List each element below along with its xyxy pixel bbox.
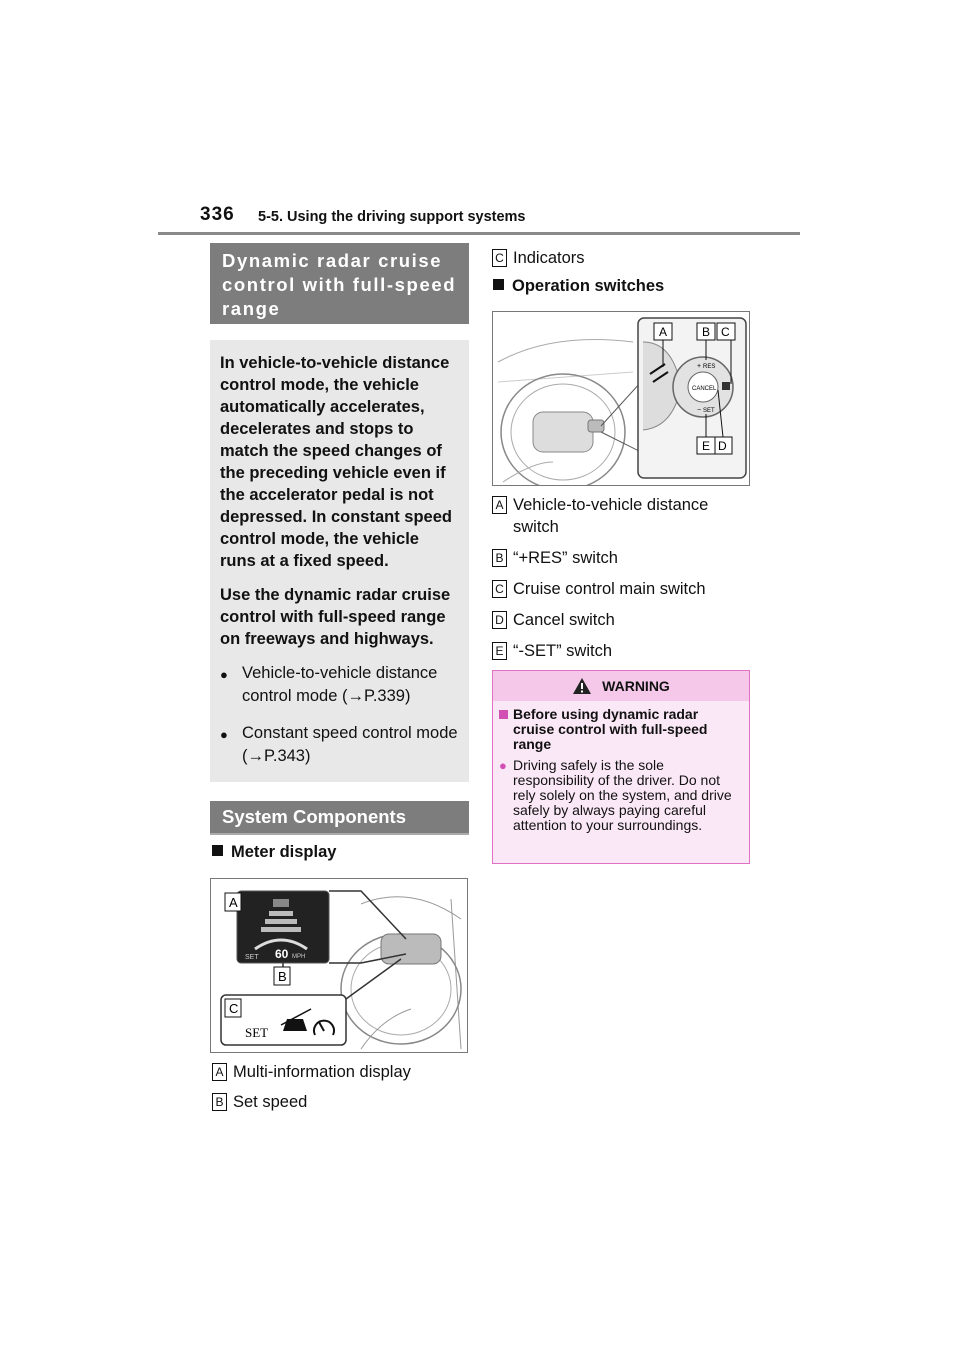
figure-res-label: RES: [703, 364, 716, 370]
square-bullet-icon: [493, 279, 504, 290]
legend-item-indicators: [492, 247, 585, 269]
meter-display-figure: [210, 878, 468, 1053]
warning-text: Driving safely is the sole responsibility of the driver. Do not rely solely on the system, and drive safely by always paying careful attention to your surroundings.: [513, 757, 732, 833]
bullet-icon: ●: [220, 667, 228, 682]
callout-a: A: [229, 895, 238, 910]
page-number: 336: [200, 204, 235, 225]
operation-switches-illustration: [493, 312, 749, 485]
svg-text:−: −: [697, 407, 702, 414]
legend-item: [492, 547, 750, 569]
figure-set-text: SET: [245, 954, 259, 961]
legend-key-b: B: [212, 1093, 227, 1111]
callout-d: D: [718, 439, 727, 453]
operation-switches-heading: Operation switches: [493, 277, 664, 296]
warning-body: [493, 701, 749, 833]
svg-text:+: +: [697, 363, 702, 370]
warning-triangle-icon: [572, 677, 592, 695]
callout-e: E: [702, 439, 711, 453]
bullet-text-1: Vehicle-to-vehicle distance control mode (→P.339): [242, 664, 438, 705]
legend-item: [212, 1091, 468, 1113]
components-heading: System Components: [210, 801, 469, 835]
legend-text: “-SET” switch: [513, 642, 612, 660]
warning-text-row: [499, 758, 743, 833]
legend-key-c: C: [492, 580, 507, 598]
callout-b: B: [702, 325, 711, 339]
intro-paragraph-1: In vehicle-to-vehicle distance control mode, the vehicle automatically accelerates, decelerates and stops to match the speed changes of the preceding vehicle even if the accelerator pedal is not depressed. In constant speed control mode, the vehicle runs at a fixed speed.: [220, 354, 452, 570]
figure-cancel-label: CANCEL: [692, 386, 717, 392]
main-switch-icon: [722, 382, 730, 390]
legend-key-a: A: [212, 1063, 227, 1081]
main-heading: Dynamic radar cruise control with full-speed range: [210, 243, 469, 324]
switch-legend: [492, 494, 750, 662]
warning-title: WARNING: [602, 678, 670, 694]
callout-b: B: [278, 969, 287, 984]
figure-speed-value: 60: [275, 947, 289, 961]
legend-text: Vehicle-to-vehicle distance switch: [513, 496, 709, 536]
legend-text: Cancel switch: [513, 611, 615, 629]
square-bullet-icon: [499, 707, 513, 752]
bullet-item: [220, 722, 459, 768]
operation-switches-figure: [492, 311, 750, 486]
summary-box: [210, 340, 469, 782]
legend-key-e: E: [492, 642, 507, 660]
legend-item: [492, 578, 750, 600]
legend-text: “+RES” switch: [513, 549, 618, 567]
warning-header: [493, 671, 749, 701]
legend-item: [492, 640, 750, 662]
square-bullet-icon: [212, 845, 223, 856]
section-title: 5-5. Using the driving support systems: [258, 209, 526, 225]
figure-set-label: SET: [703, 408, 715, 414]
legend-key-c: C: [492, 249, 507, 267]
meter-legend: [212, 1061, 468, 1113]
bullet-icon: ●: [220, 727, 228, 742]
legend-key-a: A: [492, 496, 507, 514]
legend-item: [492, 494, 750, 538]
legend-item: [492, 609, 750, 631]
warning-heading-row: [499, 707, 743, 752]
callout-c: C: [229, 1001, 239, 1016]
meter-display-illustration: [211, 879, 467, 1052]
meter-display-heading: Meter display: [212, 843, 336, 862]
header-rule: [158, 232, 800, 235]
legend-text: Cruise control main switch: [513, 580, 706, 598]
legend-key-d: D: [492, 611, 507, 629]
indicator-set-text: SET: [245, 1025, 269, 1040]
legend-text: Set speed: [233, 1093, 308, 1111]
legend-text: Multi-information display: [233, 1063, 411, 1081]
bullet-text-2: Constant speed control mode (→P.343): [242, 724, 458, 765]
warning-heading: Before using dynamic radar cruise control with full-speed range: [513, 706, 708, 752]
callout-a: A: [659, 325, 668, 339]
legend-text: Indicators: [513, 249, 585, 267]
callout-c: C: [721, 325, 730, 339]
legend-item: [212, 1061, 468, 1083]
intro-paragraph-2: Use the dynamic radar cruise control with full-speed range on freeways and highways.: [220, 586, 451, 648]
bullet-icon: ●: [499, 758, 507, 773]
bullet-item: [220, 662, 459, 708]
warning-box: [492, 670, 750, 864]
figure-speed-unit: MPH: [292, 954, 306, 960]
legend-key-b: B: [492, 549, 507, 567]
